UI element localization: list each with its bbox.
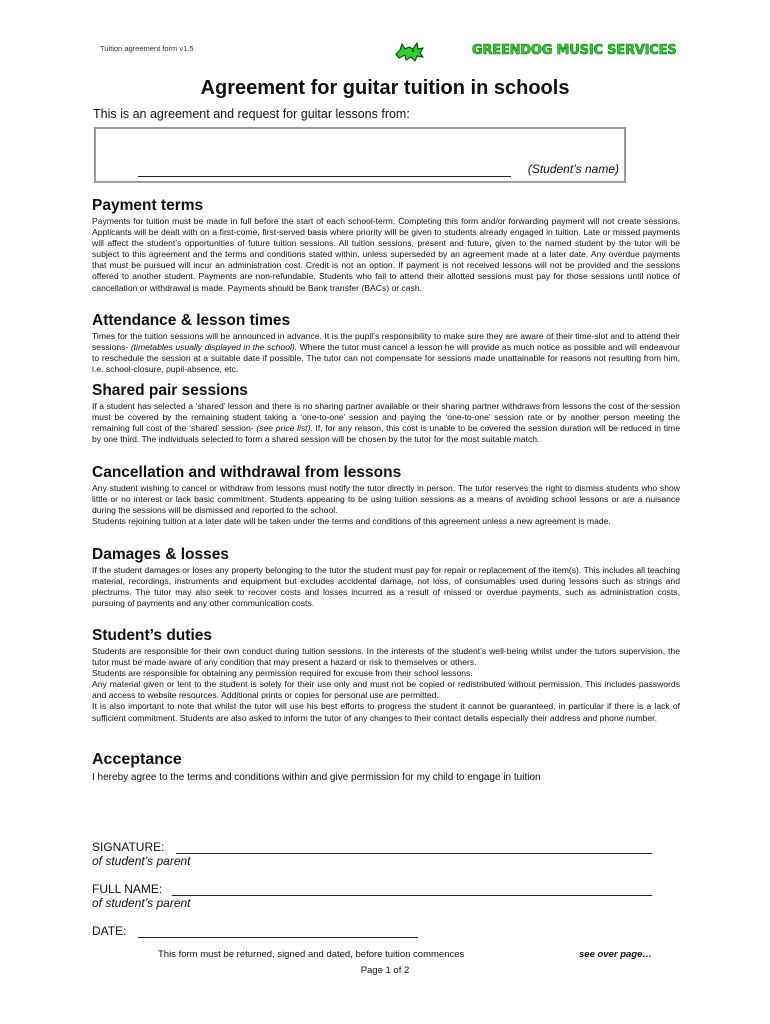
signature-sub: of student’s parent	[92, 854, 191, 868]
see-over-note: see over page…	[579, 949, 652, 960]
section-body	[92, 401, 680, 445]
body-text: Times for the tuition sessions will be announced in advance. It is the pupil’s responsibility to make sure they are aware of their time-slot and to attend their sessions-	[92, 331, 680, 353]
fullname-line[interactable]	[172, 895, 652, 896]
section-heading: Payment terms	[92, 197, 204, 214]
section-body: Students are responsible for obtaining any permission required for excuse from their school lessons.	[92, 668, 473, 679]
body-text: If a student has selected a ‘shared’ lesson and there is no sharing partner available or their sharing partner withdraws from lessons the cost of the session must be covered by the remaining student taking a ‘one-to-one’ session and paying the ‘one-to-one’ session rate or by another person meeting the remaining full cost of the ‘shared’ session-	[92, 401, 680, 434]
body-text: Where the tutor must cancel a lesson he will provide as much notice as possible and will endeavour to reschedule the session at a suitable date if possible. The tutor can not compensate for sessions made unattainable for reasons not resulting from him, i.e. school-closure, pupil-absence, etc.	[92, 342, 680, 375]
section-acceptance	[92, 749, 680, 784]
section-body	[92, 331, 680, 375]
section-heading: Shared pair sessions	[92, 382, 248, 399]
date-line[interactable]	[138, 937, 418, 938]
section-student-duties	[92, 626, 680, 724]
timetable-note: (timetables usually displayed in the school).	[130, 342, 298, 353]
section-cancellation	[92, 463, 680, 527]
section-body: Students are responsible for their own conduct during tuition sessions. In the interests of the student’s well-being whilst under the tutors supervision, the tutor must be made aware of any condition that may present a hazard or risk to themselves or others.	[92, 646, 680, 668]
body-text: If, for any reason, this cost is unable to be covered the session duration will be reduced in time by one third. The individuals selected to form a shared session will be chosen by the tutor for the most suitable match.	[92, 423, 680, 445]
section-body: It is also important to note that whilst the tutor will use his best efforts to progress the student it cannot be guaranteed, in particular if there is a lack of sufficient commitment. Students are also asked to inform the tutor of any changes to their contact details especially their address and phone number.	[92, 701, 680, 723]
date-label: DATE:	[92, 924, 127, 938]
section-body: Any material given or lent to the student is solely for their use only and must not be copied or redistributed without permission. This includes passwords and access to website resources. Additional prints or copies for personal use are permitted.	[92, 679, 680, 701]
section-attendance	[92, 311, 680, 375]
brand-name: GREENDOG MUSIC SERVICES	[472, 43, 677, 58]
section-shared-pair	[92, 381, 680, 445]
intro-text: This is an agreement and request for guitar lessons from:	[93, 107, 410, 121]
dog-icon	[393, 40, 425, 64]
student-name-box[interactable]	[94, 127, 626, 183]
section-damages	[92, 545, 680, 609]
fullname-sub: of student’s parent	[92, 896, 191, 910]
signature-label: SIGNATURE:	[92, 840, 165, 854]
section-body: Payments for tuition must be made in full before the start of each school-term. Completing this form and/or forwarding payment will not create sessions. Applicants will be dealt with on a first-come, first-served basis where priority will be given to students already engaged in tuition. Late or missed payments will affect the student’s opportunities of future tuition sessions. All tuition sessions, present and future, given to the named student by the tutor will be subject to this agreement and the terms and conditions stated within, unless superseded by an agreement made at a later date. Any overdue payments that must be pursued will incur an administration cost. Credit is not an option. If payment is not received lessons will not be provided and the sessions offered to another student. Payments are non-refundable. Students who fail to attend their allotted sessions must pay for those sessions until notice of cancellation or withdrawal is made. Payments should be Bank transfer (BACs) or cash.	[92, 216, 680, 293]
section-body: If the student damages or loses any property belonging to the tutor the student must pay for repair or replacement of the item(s). This includes all teaching material, recordings, instruments and equipment but excludes accidental damage, not loss, of consumables used during lessons such as strings and plectrums. The tutor may also seek to recover costs and losses incurred as a result of missed or overdue payments, such as administration costs, pursuing of payments and any other communication costs.	[92, 565, 680, 609]
section-payment-terms	[92, 196, 680, 294]
section-heading: Cancellation and withdrawal from lessons	[92, 464, 402, 481]
section-heading: Acceptance	[92, 751, 182, 768]
page-title: Agreement for guitar tuition in schools	[200, 77, 570, 99]
student-name-caption: (Student’s name)	[527, 162, 619, 176]
section-heading: Damages & losses	[92, 546, 229, 563]
fullname-label: FULL NAME:	[92, 882, 163, 896]
page-number: Page 1 of 2	[360, 965, 410, 976]
section-heading: Attendance & lesson times	[92, 312, 291, 329]
price-list-note: (see price list).	[256, 423, 313, 434]
signature-line[interactable]	[176, 853, 652, 854]
return-note: This form must be returned, signed and dated, before tuition commences	[158, 949, 465, 960]
section-body: Any student wishing to cancel or withdraw from lessons must notify the tutor directly in person. The tutor reserves the right to dismiss students who show little or no interest or lack basic commitment. Students appearing to be using tuition sessions as a means of avoiding school lessons or are a nuisance during the sessions will be dismissed and reported to the school.	[92, 483, 680, 516]
section-heading: Student’s duties	[92, 627, 212, 644]
form-version: Tuition agreement form v1.5	[100, 44, 194, 53]
section-body: I hereby agree to the terms and conditions within and give permission for my child to engage in tuition	[92, 772, 541, 783]
student-name-line[interactable]	[138, 176, 511, 177]
section-body: Students rejoining tuition at a later date will be taken under the terms and conditions of this agreement unless a new agreement is made.	[92, 516, 611, 527]
